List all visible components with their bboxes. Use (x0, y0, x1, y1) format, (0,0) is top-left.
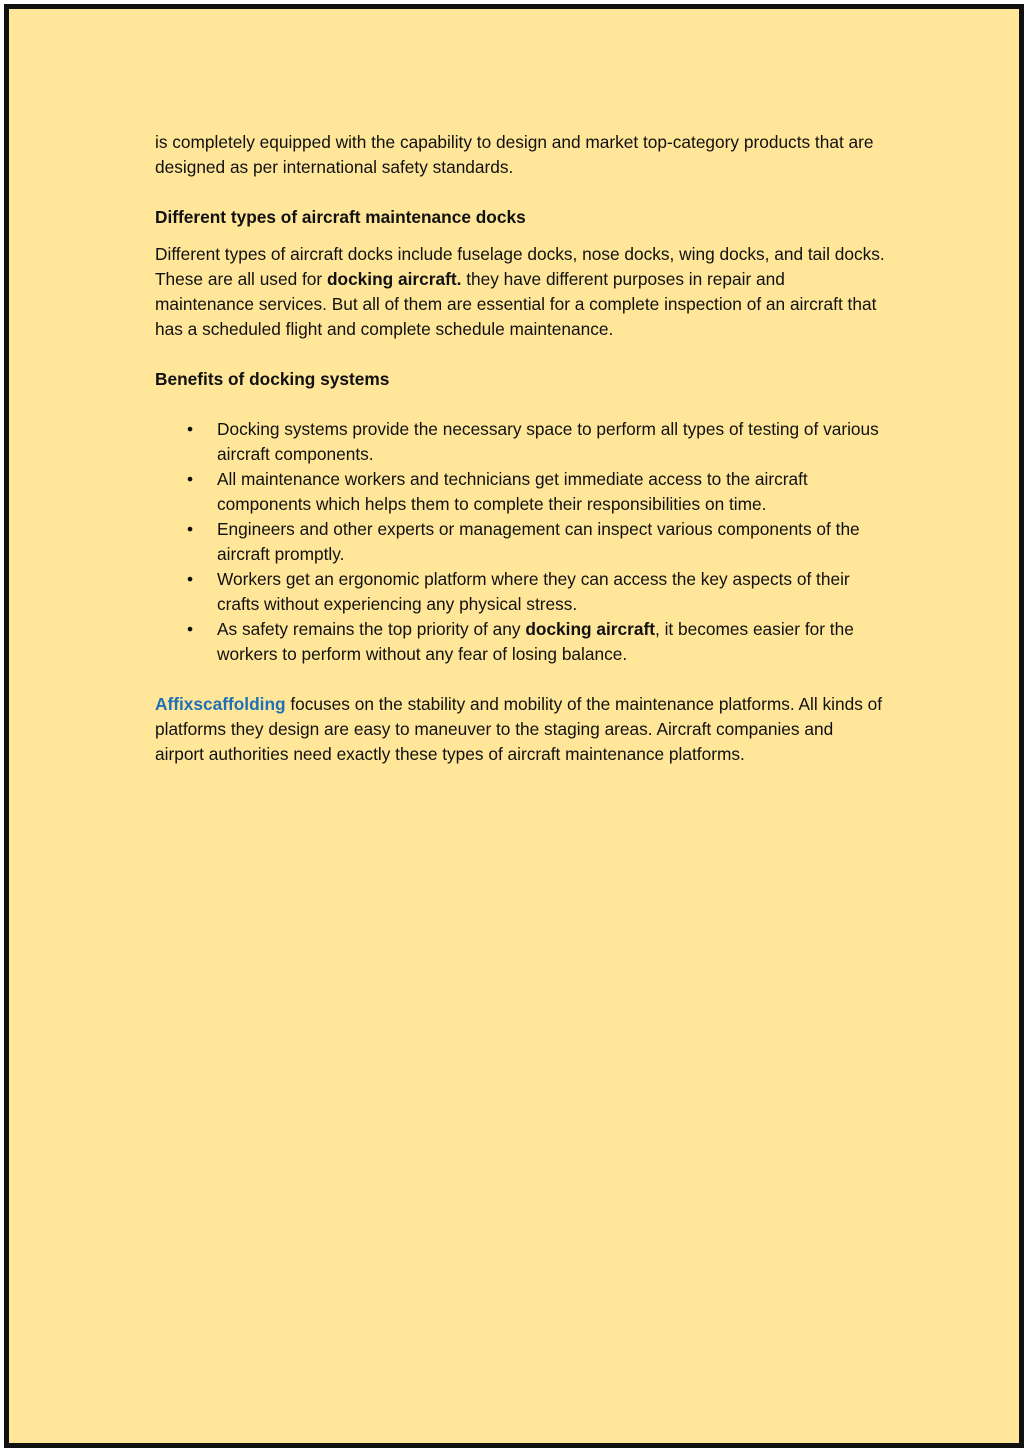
list-item (155, 417, 885, 467)
bullet-icon: • (186, 619, 194, 639)
bullet-icon: • (186, 469, 194, 489)
document-content (155, 130, 885, 767)
benefits-heading: Benefits of docking systems (155, 369, 390, 389)
bullet-icon: • (186, 519, 194, 539)
types-heading: Different types of aircraft maintenance docks (155, 207, 526, 227)
last-item-text-before: As safety remains the top priority of any (217, 619, 526, 639)
list-item-text: Engineers and other experts or management can inspect various components of the aircraft promptly. (217, 519, 860, 564)
list-item-text (217, 619, 854, 664)
intro-paragraph: is completely equipped with the capability to design and market top-category products that are designed as per international safety standards. (155, 132, 874, 177)
benefits-list (155, 417, 885, 667)
list-item (155, 467, 885, 517)
types-bold-text: docking aircraft. (326, 269, 462, 289)
types-text-before: Different types of aircraft docks include fuselage docks, nose docks, wing docks, and tail docks. These are all used for (155, 244, 885, 289)
bullet-icon: • (186, 419, 194, 439)
last-item-bold-text: docking aircraft (525, 619, 655, 639)
last-item-text-after: , it becomes easier for the workers to perform without any fear of losing balance. (217, 619, 854, 664)
affixscaffolding-link[interactable]: Affixscaffolding (155, 694, 286, 714)
types-paragraph (155, 242, 885, 342)
types-text-after: they have different purposes in repair and maintenance services. But all of them are essential for a complete inspection of an aircraft that has a scheduled flight and complete schedule maintenance. (155, 269, 877, 339)
list-item-text: All maintenance workers and technicians get immediate access to the aircraft components which helps them to complete their responsibilities on time. (217, 469, 808, 514)
closing-paragraph (155, 692, 885, 767)
closing-text: focuses on the stability and mobility of the maintenance platforms. All kinds of platforms they design are easy to maneuver to the staging areas. Aircraft companies and airport authorities need exactly these types of aircraft maintenance platforms. (155, 694, 883, 764)
list-item (155, 567, 885, 617)
list-item-text: Docking systems provide the necessary space to perform all types of testing of various aircraft components. (217, 419, 879, 464)
document-page (4, 4, 1024, 1448)
list-item (155, 617, 885, 667)
bullet-icon: • (186, 569, 194, 589)
list-item (155, 517, 885, 567)
list-item-text: Workers get an ergonomic platform where they can access the key aspects of their crafts without experiencing any physical stress. (217, 569, 850, 614)
